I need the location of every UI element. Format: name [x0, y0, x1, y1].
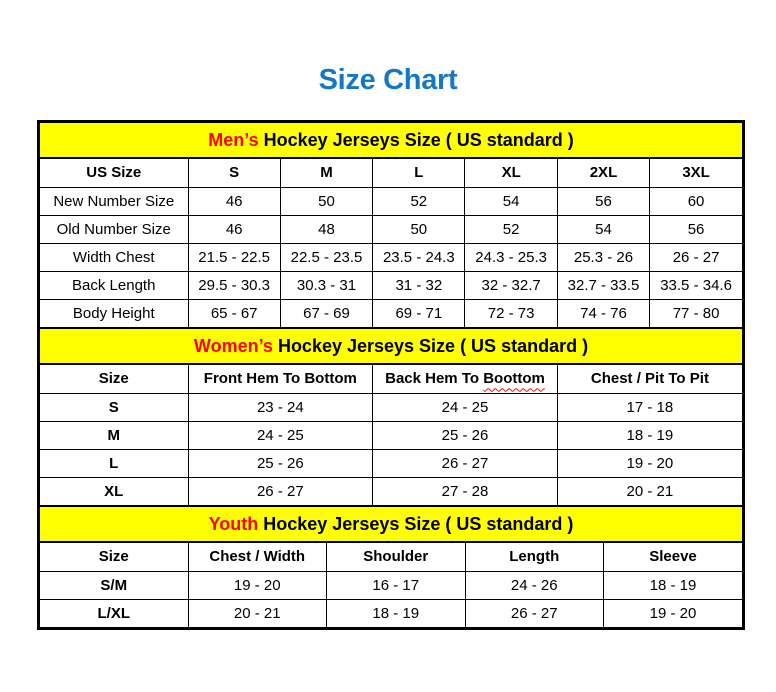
- cell: 52: [465, 215, 557, 243]
- cell: 17 - 18: [557, 393, 742, 421]
- cell: 31 - 32: [373, 271, 465, 299]
- column-header: XL: [465, 159, 557, 187]
- cell: 26 - 27: [373, 449, 558, 477]
- table-row: [40, 299, 742, 327]
- cell: 46: [188, 215, 280, 243]
- row-label: New Number Size: [40, 187, 188, 215]
- cell: 23.5 - 24.3: [373, 243, 465, 271]
- column-header: S: [188, 159, 280, 187]
- section-heading-text: Hockey Jerseys Size ( US standard ): [258, 129, 574, 150]
- cell: 67 - 69: [280, 299, 372, 327]
- column-header: Length: [465, 543, 604, 571]
- section-heading-text: Hockey Jerseys Size ( US standard ): [272, 335, 589, 356]
- cell: 25 - 26: [188, 449, 373, 477]
- misspelled-word: Boottom: [483, 370, 545, 388]
- cell: 54: [465, 187, 557, 215]
- table-row: [40, 243, 742, 271]
- cell: 21.5 - 22.5: [188, 243, 280, 271]
- cell: 52: [373, 187, 465, 215]
- section-heading-womens: [40, 327, 742, 365]
- cell: 19 - 20: [557, 449, 742, 477]
- cell: 33.5 - 34.6: [650, 271, 742, 299]
- row-label: Back Length: [40, 271, 188, 299]
- section-heading-highlight: Youth: [208, 513, 259, 534]
- column-header: Sleeve: [604, 543, 743, 571]
- cell: 48: [280, 215, 372, 243]
- cell: 18 - 19: [557, 421, 742, 449]
- column-header: 2XL: [557, 159, 649, 187]
- section-heading-text: Hockey Jerseys Size ( US standard ): [258, 513, 574, 534]
- table-row: [40, 421, 742, 449]
- column-header: Back Hem To Boottom: [373, 365, 558, 393]
- cell: 26 - 27: [650, 243, 742, 271]
- cell: 65 - 67: [188, 299, 280, 327]
- cell: 54: [557, 215, 649, 243]
- column-header: Front Hem To Bottom: [188, 365, 373, 393]
- row-label: Width Chest: [40, 243, 188, 271]
- cell: 20 - 21: [188, 599, 327, 627]
- column-header: M: [280, 159, 372, 187]
- column-header: Chest / Width: [188, 543, 327, 571]
- cell: 24 - 26: [465, 571, 604, 599]
- header-row: [40, 365, 742, 393]
- cell: 18 - 19: [604, 571, 743, 599]
- row-label: Body Height: [40, 299, 188, 327]
- cell: 25 - 26: [373, 421, 558, 449]
- cell: 56: [650, 215, 742, 243]
- cell: 50: [373, 215, 465, 243]
- cell: 25.3 - 26: [557, 243, 649, 271]
- table-row: [40, 215, 742, 243]
- cell: 30.3 - 31: [280, 271, 372, 299]
- cell: 26 - 27: [188, 477, 373, 505]
- cell: 27 - 28: [373, 477, 558, 505]
- cell: 77 - 80: [650, 299, 742, 327]
- column-header: 3XL: [650, 159, 742, 187]
- row-label: L/XL: [40, 599, 188, 627]
- cell: 50: [280, 187, 372, 215]
- table-row: [40, 599, 742, 627]
- cell: 29.5 - 30.3: [188, 271, 280, 299]
- table-row: [40, 449, 742, 477]
- cell: 22.5 - 23.5: [280, 243, 372, 271]
- cell: 32.7 - 33.5: [557, 271, 649, 299]
- section-heading-mens: [40, 123, 742, 159]
- cell: 72 - 73: [465, 299, 557, 327]
- column-header: Shoulder: [327, 543, 466, 571]
- column-header: Size: [40, 543, 188, 571]
- header-row: [40, 159, 742, 187]
- section-heading-youth: [40, 505, 742, 543]
- table-row: [40, 571, 742, 599]
- table-row: [40, 187, 742, 215]
- youth-size-table: [40, 543, 742, 627]
- cell: 19 - 20: [604, 599, 743, 627]
- column-header: Chest / Pit To Pit: [557, 365, 742, 393]
- row-label: M: [40, 421, 188, 449]
- column-header: Size: [40, 365, 188, 393]
- cell: 26 - 27: [465, 599, 604, 627]
- size-chart-table: [37, 120, 745, 630]
- table-row: [40, 393, 742, 421]
- cell: 18 - 19: [327, 599, 466, 627]
- row-label: L: [40, 449, 188, 477]
- page-title: Size Chart: [318, 64, 458, 96]
- table-row: [40, 271, 742, 299]
- section-heading-highlight: Women’s: [193, 335, 273, 356]
- section-heading-highlight: Men’s: [208, 129, 259, 150]
- row-label: XL: [40, 477, 188, 505]
- table-row: [40, 477, 742, 505]
- cell: 19 - 20: [188, 571, 327, 599]
- cell: 56: [557, 187, 649, 215]
- row-label: Old Number Size: [40, 215, 188, 243]
- column-header: L: [373, 159, 465, 187]
- cell: 69 - 71: [373, 299, 465, 327]
- cell: 24.3 - 25.3: [465, 243, 557, 271]
- womens-size-table: [40, 365, 742, 505]
- cell: 23 - 24: [188, 393, 373, 421]
- column-header: US Size: [40, 159, 188, 187]
- cell: 32 - 32.7: [465, 271, 557, 299]
- mens-size-table: [40, 159, 742, 327]
- cell: 60: [650, 187, 742, 215]
- cell: 24 - 25: [373, 393, 558, 421]
- cell: 46: [188, 187, 280, 215]
- row-label: S/M: [40, 571, 188, 599]
- cell: 16 - 17: [327, 571, 466, 599]
- row-label: S: [40, 393, 188, 421]
- header-row: [40, 543, 742, 571]
- cell: 20 - 21: [557, 477, 742, 505]
- cell: 24 - 25: [188, 421, 373, 449]
- cell: 74 - 76: [557, 299, 649, 327]
